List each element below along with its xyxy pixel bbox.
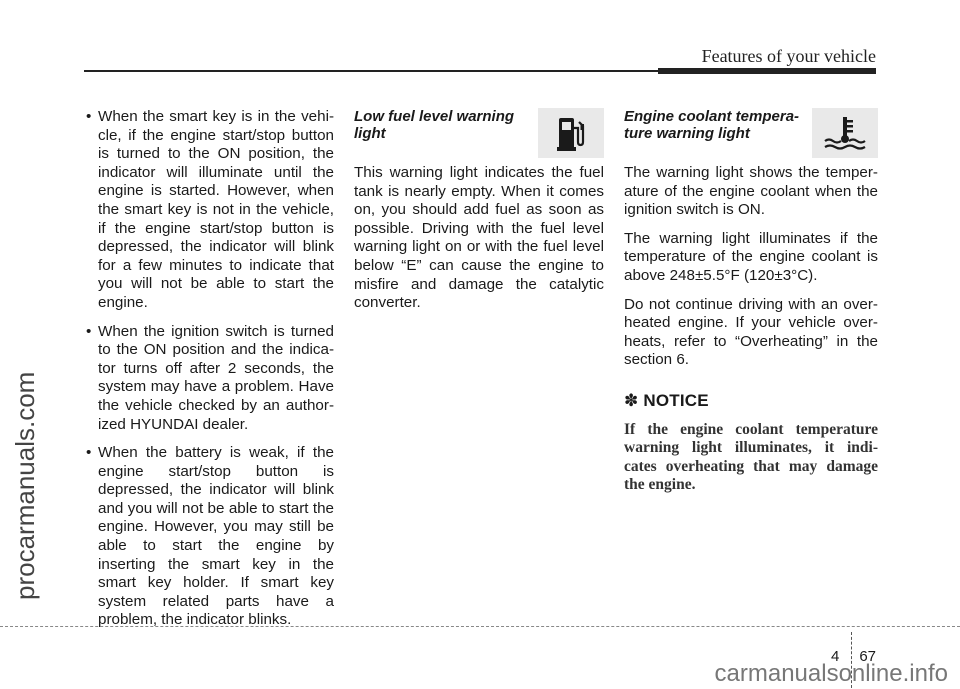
notice-body: If the engine coolant temperature warning light illuminates, it indi- cates overheating that may damage the engine. <box>624 420 878 494</box>
bullet-item: • When the battery is weak, if the engine start/stop button is depressed, the indicator will blink and you will not be able to start the engine. However, you may still be able to start the engine by inserting the smart key in the smart key holder. If smart key system related parts have a problem, the indicator blinks. <box>84 444 334 630</box>
paragraph: The warning light shows the temper- ature of the engine coolant when the ignition switch is ON. <box>624 164 878 219</box>
page-number-value: 67 <box>859 647 876 665</box>
section-title: Engine coolant tempera- ture warning light <box>624 108 800 142</box>
paragraph: The warning light illuminates if the temperature of the engine coolant is above 248±5.5°F (120±3°C). <box>624 229 878 284</box>
notice-title: ✽ NOTICE <box>624 390 709 410</box>
column-low-fuel <box>354 108 604 323</box>
coolant-temperature-icon <box>812 108 878 158</box>
header-title: Features of your vehicle <box>701 46 876 66</box>
bullet-item: • When the smart key is in the vehi- cle, if the engine start/stop button is turned to the ON position, the indicator will illuminate until the engine is started. However, when the smart key is not in the vehicle, if the engine start/stop button is depressed, the indicator will blink for a few minutes to indicate that you will not be able to start the engine. <box>84 108 334 313</box>
bullet-item: • When the ignition switch is turned to the ON position and the indica- tor turns off after 2 seconds, the system may have a problem. Have the vehicle checked by an author- ized HYUNDAI dealer. <box>84 323 334 435</box>
watermark-left: procarmanuals.com <box>10 371 40 600</box>
bullet-list <box>84 108 334 630</box>
column-coolant <box>624 108 878 495</box>
column-smart-key <box>84 108 334 640</box>
header-rule-accent <box>658 68 876 74</box>
watermark-bottom: carmanualsonline.info <box>714 660 948 687</box>
chapter-number: 4 <box>830 647 840 665</box>
footer-rule <box>0 626 960 627</box>
paragraph: This warning light indicates the fuel tank is nearly empty. When it comes on, you should add fuel as soon as possible. Driving with the fuel level warning light on or with the fuel level below “E” can cause the engine to misfire and damage the catalytic converter. <box>354 164 604 312</box>
section-title: Low fuel level warning light <box>354 108 515 142</box>
fuel-pump-icon <box>538 108 604 158</box>
section-header <box>624 108 878 164</box>
paragraph: Do not continue driving with an over- heated engine. If your vehicle over- heats, refer to “Overheating” in the section 6. <box>624 295 878 369</box>
section-header <box>354 108 604 164</box>
